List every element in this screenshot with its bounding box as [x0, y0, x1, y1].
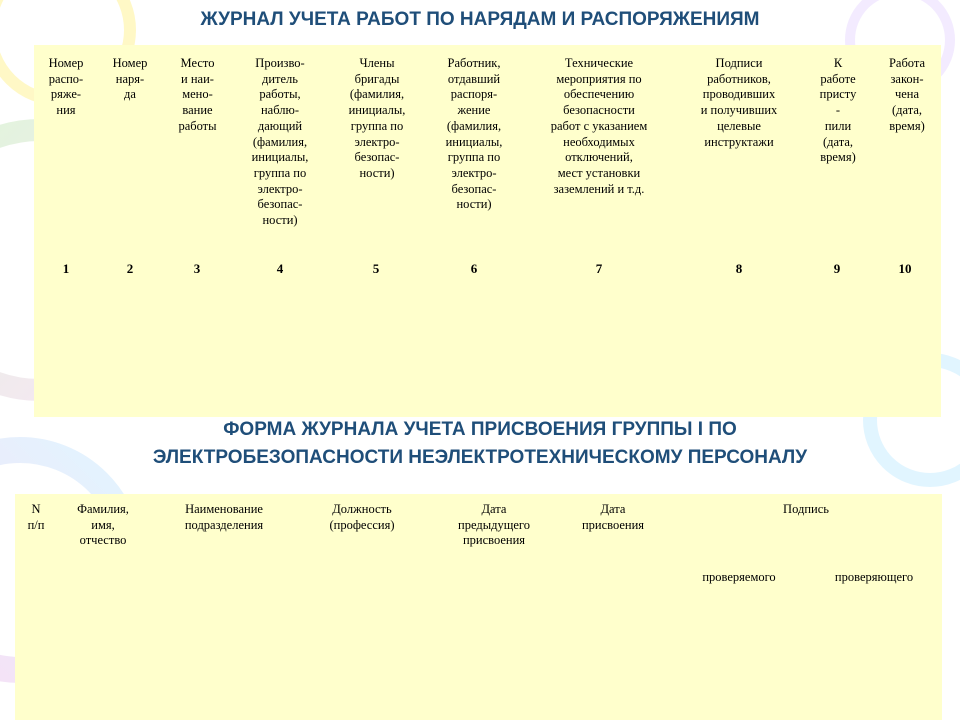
j1-header-permit-number: Номер наря- да [112, 56, 148, 102]
journal2-title-line1: ФОРМА ЖУРНАЛА УЧЕТА ПРИСВОЕНИЯ ГРУППЫ I ПО [223, 419, 737, 440]
journal1-title: ЖУРНАЛ УЧЕТА РАБОТ ПО НАРЯДАМ И РАСПОРЯЖЕНИЯМ [200, 9, 760, 30]
j1-colnum: 1 [62, 261, 70, 276]
j1-colnum: 2 [126, 261, 134, 276]
j1-colnum: 6 [470, 261, 478, 276]
j2-header-row-number: N п/п [27, 502, 45, 532]
j2-subheader-examinee: проверяемого [702, 570, 776, 584]
j1-header-work-place: Место и наи- мено- вание работы [178, 56, 217, 133]
j2-header-signature: Подпись [783, 502, 829, 516]
j1-header-technical-measures: Технические мероприятия по обеспечению безопасности работ с указанием необходимых отключений, мест установки заземлений и т.д. [550, 56, 648, 196]
j2-header-assign-date: Дата присвоения [581, 502, 645, 532]
j1-colnum: 10 [898, 261, 912, 276]
j1-colnum: 9 [833, 261, 841, 276]
j1-header-briefing-signatures: Подписи работников, проводивших и получивших целевые инструктажи [700, 56, 778, 149]
j2-subheader-examiner: проверяющего [834, 570, 914, 584]
journal2-title [0, 416, 960, 472]
j1-colnum: 5 [372, 261, 380, 276]
j1-header-team-members: Члены бригады (фамилия, инициалы, группа по электро- безопас- ности) [348, 56, 406, 180]
j2-header-department: Наименование подразделения [184, 502, 264, 532]
j1-header-work-finished: Работа закон- чена (дата, время) [888, 56, 926, 133]
j2-header-previous-date: Дата предыдущего присвоения [458, 502, 530, 548]
j1-header-work-supervisor: Произво- дитель работы, наблю- дающий (фамилия, инициалы, группа по электро- безопас- ности) [251, 56, 309, 228]
j2-header-position: Должность (профессия) [329, 502, 395, 532]
j1-header-order-issuer: Работник, отдавший распоря- жение (фамилия, инициалы, группа по электро- безопас- ности) [445, 56, 503, 212]
journal2-title-line2: ЭЛЕКТРОБЕЗОПАСНОСТИ НЕЭЛЕКТРОТЕХНИЧЕСКОМУ ПЕРСОНАЛУ [152, 447, 808, 468]
j1-header-work-started: К работе присту - пили (дата, время) [819, 56, 857, 165]
j1-header-order-number: Номер распо- ряже- ния [48, 56, 84, 118]
j2-header-full-name: Фамилия, имя, отчество [77, 502, 129, 548]
j1-colnum: 3 [193, 261, 201, 276]
j1-colnum: 8 [735, 261, 743, 276]
j1-colnum: 4 [276, 261, 284, 276]
j1-colnum: 7 [595, 261, 603, 276]
